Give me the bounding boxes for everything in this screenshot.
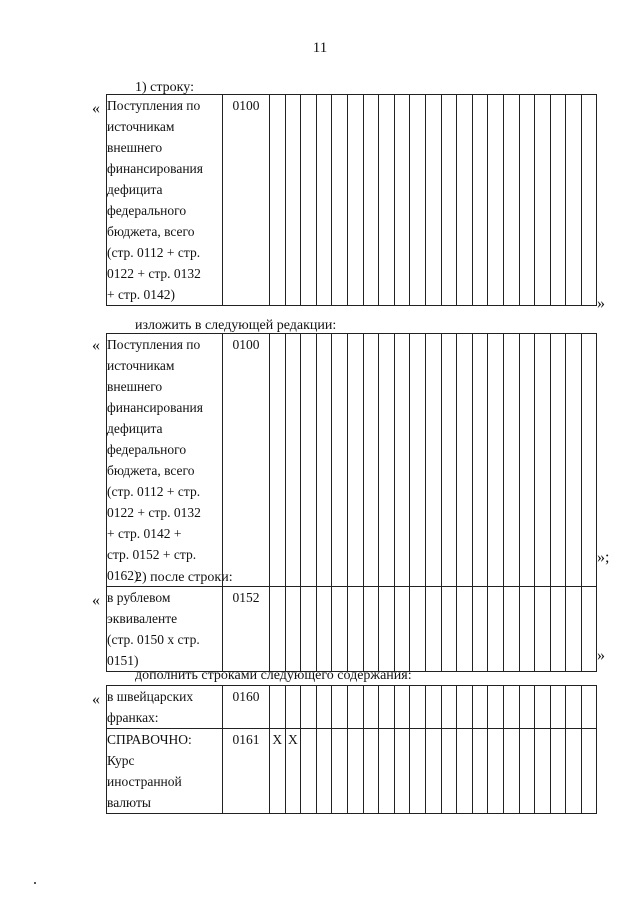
grid-cell	[425, 95, 441, 306]
row-label-line: франках:	[107, 710, 159, 725]
row-label-line: финансирования	[107, 161, 203, 176]
grid-cell	[285, 587, 301, 672]
grid-cell	[550, 334, 566, 587]
grid-cell	[410, 587, 426, 672]
scan-speck	[34, 882, 36, 884]
grid-cell	[503, 729, 519, 814]
grid-cell	[285, 95, 301, 306]
grid-cell	[566, 95, 582, 306]
table-row	[107, 686, 597, 729]
grid-cell	[519, 686, 535, 729]
grid-cell	[488, 587, 504, 672]
row-label-line: 0122 + стр. 0132	[107, 505, 201, 520]
grid-cell	[347, 686, 363, 729]
grid-cell	[270, 686, 286, 729]
grid-cell	[301, 334, 317, 587]
grid-cell	[441, 729, 457, 814]
row-label	[107, 729, 223, 814]
grid-cell	[472, 729, 488, 814]
grid-cell	[488, 729, 504, 814]
row-code: 0152	[223, 587, 270, 672]
row-label-line: бюджета, всего	[107, 224, 195, 239]
grid-cell	[441, 334, 457, 587]
grid-cell	[503, 587, 519, 672]
grid-cell	[379, 334, 395, 587]
instruction-2: изложить в следующей редакции:	[135, 318, 337, 333]
grid-cell	[535, 334, 551, 587]
grid-cell	[394, 587, 410, 672]
open-quote-1: «	[92, 100, 100, 117]
grid-cell	[566, 587, 582, 672]
close-quote-1: »	[597, 295, 605, 312]
grid-cell	[503, 334, 519, 587]
row-label-line: + стр. 0142)	[107, 287, 176, 302]
row-label-line: стр. 0152 + стр.	[107, 547, 197, 562]
grid-cell	[425, 686, 441, 729]
grid-cell	[457, 729, 473, 814]
grid-cell	[581, 587, 597, 672]
grid-cell	[488, 95, 504, 306]
grid-cell	[301, 95, 317, 306]
grid-cell	[301, 587, 317, 672]
grid-cell	[566, 729, 582, 814]
row-label-line: иностранной	[107, 774, 182, 789]
grid-cell	[332, 95, 348, 306]
row-label-line: Курс	[107, 753, 135, 768]
grid-cell	[457, 334, 473, 587]
grid-cell	[550, 686, 566, 729]
grid-cell	[379, 95, 395, 306]
grid-cell	[363, 334, 379, 587]
row-label-line: в швейцарских	[107, 689, 194, 704]
grid-cell	[457, 587, 473, 672]
open-quote-3: «	[92, 592, 100, 609]
grid-cell: X	[270, 729, 286, 814]
grid-cell	[519, 587, 535, 672]
grid-cell	[270, 334, 286, 587]
row-code: 0100	[223, 95, 270, 306]
row-label-line: Поступления по	[107, 98, 201, 113]
grid-cell	[503, 95, 519, 306]
grid-cell	[550, 587, 566, 672]
row-label-line: СПРАВОЧНО:	[107, 732, 192, 747]
grid-cell	[285, 334, 301, 587]
grid-cell	[363, 95, 379, 306]
row-label-line: (стр. 0112 + стр.	[107, 484, 201, 499]
grid-cell	[425, 334, 441, 587]
grid-cell	[394, 95, 410, 306]
row-label	[107, 587, 223, 672]
table-row	[107, 587, 597, 672]
grid-cell	[332, 686, 348, 729]
grid-cell	[379, 729, 395, 814]
grid-cell	[410, 95, 426, 306]
row-label-line: дефицита	[107, 421, 163, 436]
instruction-4: дополнить строками следующего содержания:	[135, 668, 412, 683]
row-label-line: 0122 + стр. 0132	[107, 266, 201, 281]
open-quote-4: «	[92, 691, 100, 708]
row-label-line: источникам	[107, 358, 175, 373]
grid-cell	[441, 587, 457, 672]
row-label-line: источникам	[107, 119, 175, 134]
grid-cell	[566, 686, 582, 729]
grid-cell	[347, 587, 363, 672]
grid-cell	[347, 95, 363, 306]
grid-cell	[457, 95, 473, 306]
grid-cell	[394, 334, 410, 587]
close-quote-3: »	[597, 647, 605, 664]
grid-cell	[379, 587, 395, 672]
row-label-line: внешнего	[107, 140, 163, 155]
grid-cell	[581, 686, 597, 729]
row-label-line: федерального	[107, 203, 187, 218]
row-label-line: (стр. 0150 х стр.	[107, 632, 200, 647]
grid-cell	[566, 334, 582, 587]
table-row	[107, 334, 597, 587]
grid-cell	[410, 729, 426, 814]
grid-cell	[332, 334, 348, 587]
row-code: 0160	[223, 686, 270, 729]
form-table-3	[106, 586, 597, 672]
grid-cell	[363, 729, 379, 814]
row-label-line: внешнего	[107, 379, 163, 394]
grid-cell	[457, 686, 473, 729]
grid-cell	[472, 686, 488, 729]
row-label-line: Поступления по	[107, 337, 201, 352]
grid-cell	[285, 686, 301, 729]
page-number: 11	[312, 40, 328, 56]
grid-cell	[550, 729, 566, 814]
row-code: 0100	[223, 334, 270, 587]
row-label-line: (стр. 0112 + стр.	[107, 245, 201, 260]
grid-cell	[488, 686, 504, 729]
grid-cell	[550, 95, 566, 306]
grid-cell	[316, 686, 332, 729]
grid-cell	[519, 729, 535, 814]
grid-cell	[425, 587, 441, 672]
grid-cell	[332, 729, 348, 814]
grid-cell	[535, 686, 551, 729]
grid-cell	[581, 729, 597, 814]
close-quote-2: »;	[597, 549, 610, 566]
row-label	[107, 95, 223, 306]
open-quote-2: «	[92, 337, 100, 354]
grid-cell	[519, 334, 535, 587]
grid-cell	[316, 729, 332, 814]
grid-cell	[425, 729, 441, 814]
grid-cell	[441, 686, 457, 729]
grid-cell	[301, 686, 317, 729]
row-label-line: бюджета, всего	[107, 463, 195, 478]
grid-cell	[270, 587, 286, 672]
row-code: 0161	[223, 729, 270, 814]
grid-cell	[503, 686, 519, 729]
row-label	[107, 334, 223, 587]
grid-cell	[316, 334, 332, 587]
row-label-line: эквиваленте	[107, 611, 178, 626]
form-table-2	[106, 333, 597, 587]
row-label-line: 0151)	[107, 653, 139, 668]
grid-cell	[581, 334, 597, 587]
grid-cell: X	[285, 729, 301, 814]
grid-cell	[535, 729, 551, 814]
row-label	[107, 686, 223, 729]
grid-cell	[316, 95, 332, 306]
form-table-1	[106, 94, 597, 306]
grid-cell	[519, 95, 535, 306]
grid-cell	[316, 587, 332, 672]
row-label-line: дефицита	[107, 182, 163, 197]
grid-cell	[441, 95, 457, 306]
instruction-3: 2) после строки:	[135, 570, 233, 585]
table-row	[107, 729, 597, 814]
row-label-line: 0162)	[107, 568, 139, 583]
row-label-line: федерального	[107, 442, 187, 457]
grid-cell	[363, 686, 379, 729]
row-label-line: валюты	[107, 795, 151, 810]
grid-cell	[535, 95, 551, 306]
grid-cell	[410, 334, 426, 587]
grid-cell	[270, 95, 286, 306]
grid-cell	[363, 587, 379, 672]
grid-cell	[472, 587, 488, 672]
grid-cell	[472, 334, 488, 587]
grid-cell	[347, 729, 363, 814]
grid-cell	[301, 729, 317, 814]
grid-cell	[347, 334, 363, 587]
row-label-line: финансирования	[107, 400, 203, 415]
grid-cell	[394, 729, 410, 814]
grid-cell	[488, 334, 504, 587]
grid-cell	[472, 95, 488, 306]
row-label-line: в рублевом	[107, 590, 171, 605]
row-label-line: + стр. 0142 +	[107, 526, 182, 541]
form-table-4	[106, 685, 597, 814]
grid-cell	[581, 95, 597, 306]
grid-cell	[332, 587, 348, 672]
table-row	[107, 95, 597, 306]
instruction-1: 1) строку:	[135, 80, 194, 95]
grid-cell	[379, 686, 395, 729]
grid-cell	[535, 587, 551, 672]
grid-cell	[410, 686, 426, 729]
grid-cell	[394, 686, 410, 729]
